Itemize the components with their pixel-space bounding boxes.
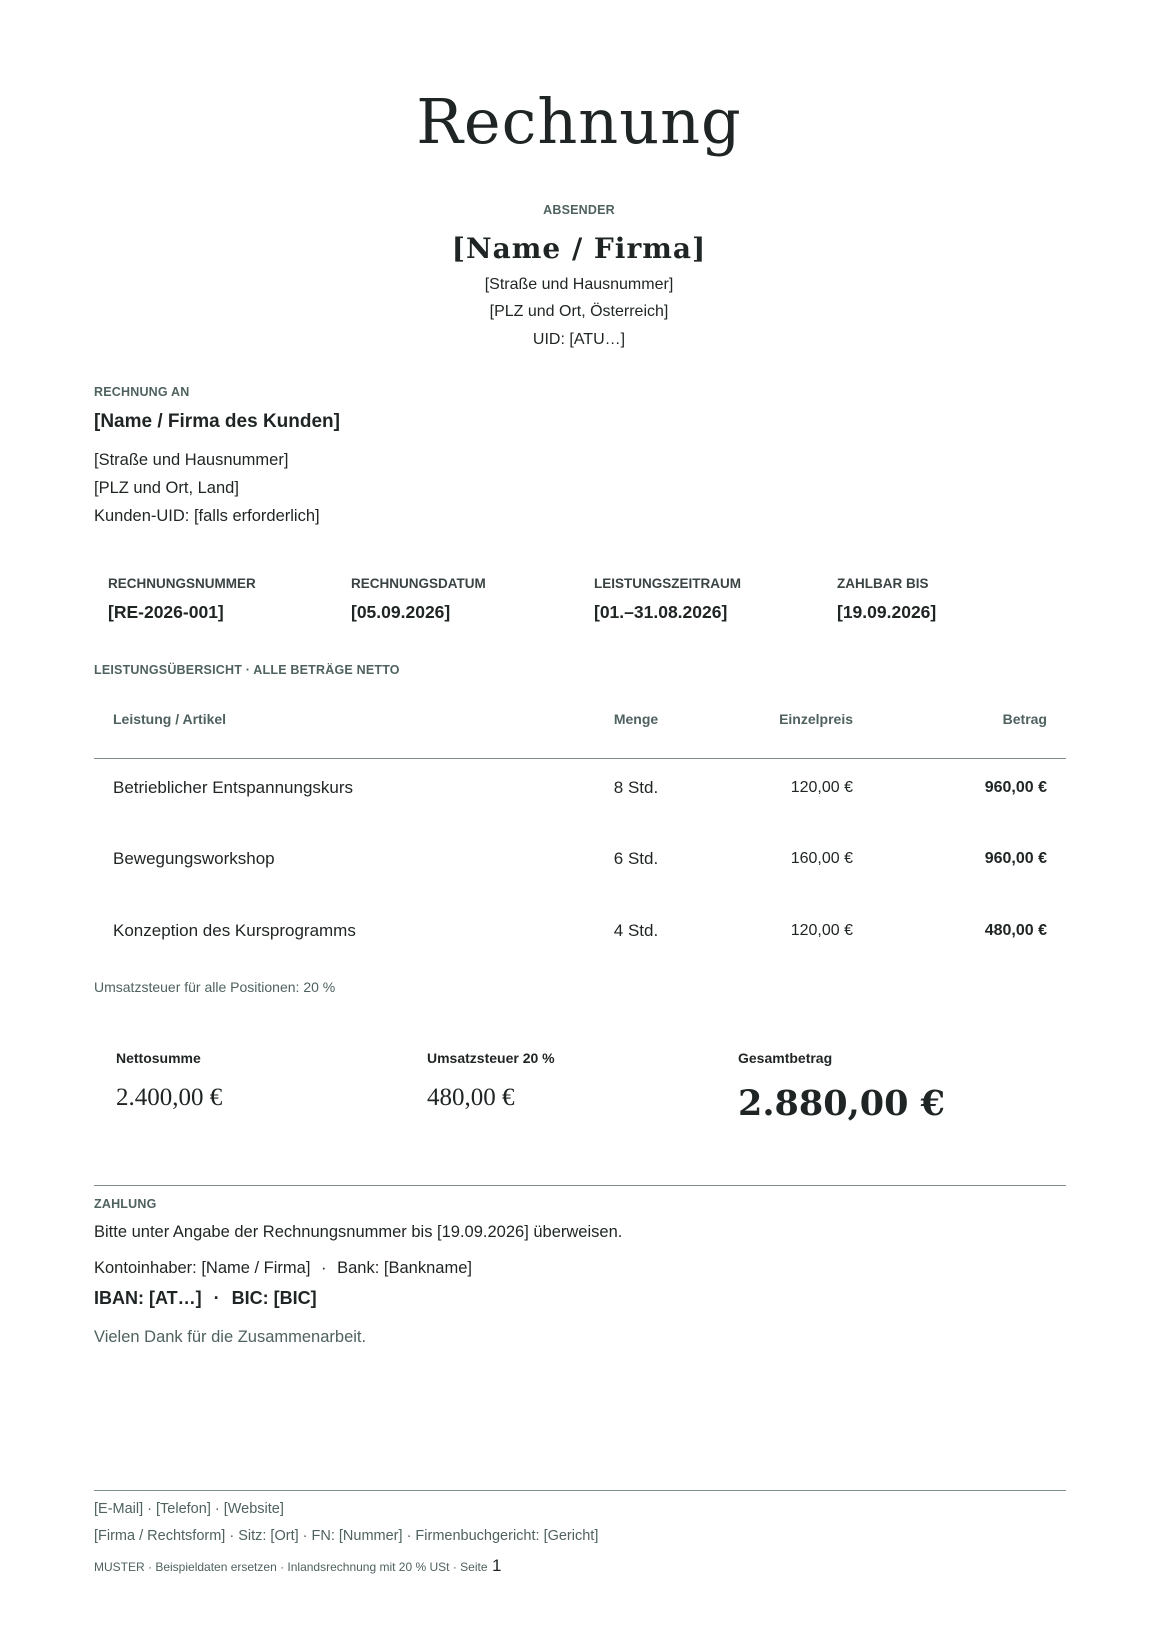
sender-uid: UID: [ATU…]	[532, 331, 626, 348]
separator-dot: ·	[321, 1259, 327, 1277]
vat-note: Umsatzsteuer für alle Positionen: 20 %	[94, 979, 336, 995]
page-number: 1	[491, 1556, 502, 1575]
recipient-caption: RECHNUNG AN	[94, 385, 190, 399]
items-caption: LEISTUNGSÜBERSICHT · ALLE BETRÄGE NETTO	[94, 663, 400, 677]
sender-caption: ABSENDER	[543, 203, 615, 217]
row-quantity: 8 Std.	[613, 778, 659, 797]
meta-service-period-label: LEISTUNGSZEITRAUM	[594, 576, 741, 591]
row-amount: 960,00 €	[984, 779, 1047, 796]
meta-due-date-value: [19.09.2026]	[837, 602, 937, 622]
document-title: Rechnung	[416, 85, 742, 158]
vat-value: 480,00 €	[427, 1084, 515, 1111]
payment-caption: ZAHLUNG	[94, 1197, 157, 1211]
meta-invoice-number-label: RECHNUNGSNUMMER	[108, 576, 256, 591]
col-header-item: Leistung / Artikel	[113, 711, 227, 727]
meta-service-period-value: [01.–31.08.2026]	[594, 602, 728, 622]
net-label: Nettosumme	[116, 1050, 201, 1066]
account-holder: Kontoinhaber: [Name / Firma]	[94, 1259, 311, 1277]
meta-invoice-date-value: [05.09.2026]	[351, 602, 451, 622]
total-label: Gesamtbetrag	[738, 1050, 833, 1066]
row-amount: 960,00 €	[984, 850, 1047, 867]
meta-due-date-label: ZAHLBAR BIS	[837, 576, 929, 591]
recipient-city: [PLZ und Ort, Land]	[94, 479, 239, 497]
col-header-amount: Betrag	[1002, 711, 1047, 727]
row-unit-price: 160,00 €	[790, 850, 853, 867]
total-value: 2.880,00 €	[738, 1083, 946, 1124]
footer-note: MUSTER · Beispieldaten ersetzen · Inlandsrechnung mit 20 % USt · Seite	[94, 1560, 488, 1574]
recipient-street: [Straße und Hausnummer]	[94, 451, 289, 469]
bank-name: Bank: [Bankname]	[337, 1259, 472, 1277]
iban: IBAN: [AT…]	[94, 1288, 202, 1308]
recipient-name: [Name / Firma des Kunden]	[94, 411, 340, 432]
row-quantity: 6 Std.	[613, 849, 659, 868]
footer-rule	[94, 1490, 1066, 1491]
sender-street: [Straße und Hausnummer]	[484, 276, 674, 293]
payment-rule	[94, 1185, 1066, 1186]
recipient-uid: Kunden-UID: [falls erforderlich]	[94, 507, 320, 525]
footer-contact: [E-Mail] · [Telefon] · [Website]	[94, 1501, 284, 1517]
sender-name: [Name / Firma]	[451, 232, 707, 265]
vat-label: Umsatzsteuer 20 %	[427, 1050, 555, 1066]
meta-invoice-date-label: RECHNUNGSDATUM	[351, 576, 486, 591]
row-amount: 480,00 €	[984, 922, 1047, 939]
col-header-quantity: Menge	[613, 711, 659, 727]
col-header-unit-price: Einzelpreis	[779, 711, 853, 727]
footer-note-line	[94, 1556, 501, 1576]
row-item: Konzeption des Kursprogramms	[113, 921, 356, 940]
payment-instruction: Bitte unter Angabe der Rechnungsnummer bis [19.09.2026] überweisen.	[94, 1223, 623, 1241]
footer-company: [Firma / Rechtsform] · Sitz: [Ort] · FN: [Nummer] · Firmenbuchgericht: [Gericht]	[94, 1528, 599, 1544]
row-item: Bewegungsworkshop	[113, 849, 275, 868]
row-quantity: 4 Std.	[613, 921, 659, 940]
net-value: 2.400,00 €	[116, 1084, 223, 1111]
row-unit-price: 120,00 €	[790, 779, 853, 796]
bic: BIC: [BIC]	[231, 1288, 317, 1308]
row-unit-price: 120,00 €	[790, 922, 853, 939]
thanks-note: Vielen Dank für die Zusammenarbeit.	[94, 1328, 367, 1346]
row-item: Betrieblicher Entspannungskurs	[113, 778, 354, 797]
separator-dot: ·	[213, 1288, 220, 1308]
payment-bank-line	[94, 1259, 472, 1278]
table-header-rule	[94, 758, 1066, 759]
sender-city: [PLZ und Ort, Österreich]	[489, 303, 669, 320]
meta-invoice-number-value: [RE-2026-001]	[108, 602, 224, 622]
payment-iban-line	[94, 1288, 317, 1309]
